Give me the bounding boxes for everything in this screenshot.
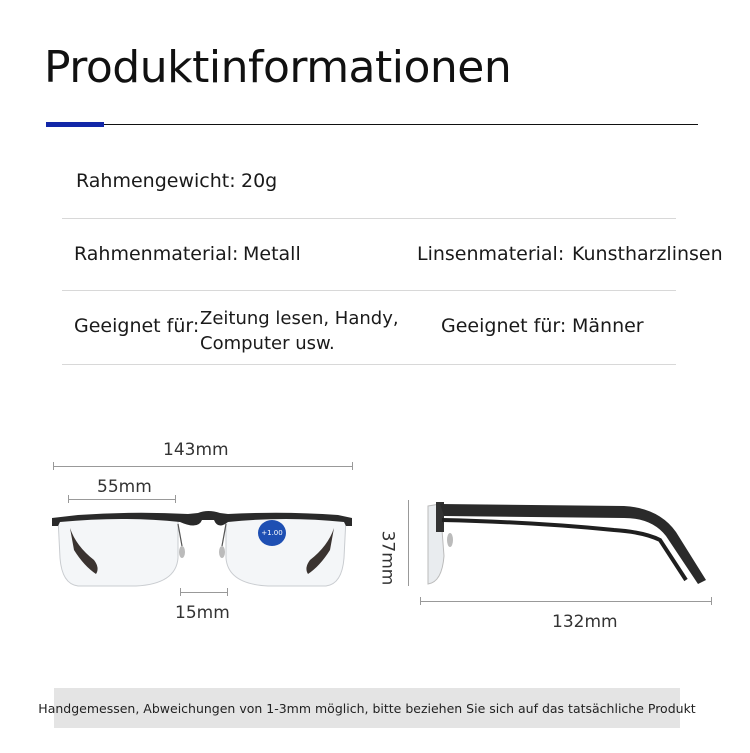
bridge-label: 15mm xyxy=(175,603,230,623)
total-width-label: 143mm xyxy=(163,440,229,460)
lens-height-text: 37mm xyxy=(377,530,398,586)
frame-material-value: Metall xyxy=(243,243,301,265)
dim-tick xyxy=(180,588,181,596)
row-divider xyxy=(62,218,676,219)
title-underline-accent xyxy=(46,122,104,127)
dim-tick xyxy=(68,495,69,503)
suitable-value-2: Männer xyxy=(572,315,644,337)
glasses-front-view xyxy=(48,506,368,586)
suitable-value-1-line1: Zeitung lesen, Handy, xyxy=(200,308,399,329)
suitable-label-2: Geeignet für: xyxy=(441,315,567,337)
weight-label: Rahmengewicht: xyxy=(76,170,236,192)
lens-height-line xyxy=(408,500,409,586)
weight-value: 20g xyxy=(241,170,278,192)
footer-note xyxy=(38,688,696,728)
frame-material-label: Rahmenmaterial: xyxy=(74,243,239,265)
suitable-value-1-line2: Computer usw. xyxy=(200,333,335,354)
lens-badge xyxy=(258,520,286,546)
lens-badge-text: +1.00 xyxy=(261,529,283,537)
suitable-label-1: Geeignet für: xyxy=(74,315,200,337)
dim-tick xyxy=(711,597,712,605)
bridge-line xyxy=(180,592,228,593)
row-divider xyxy=(62,364,676,365)
dim-tick xyxy=(53,462,54,470)
title-underline xyxy=(46,124,698,125)
lens-height-label xyxy=(374,528,404,588)
total-width-line xyxy=(53,466,353,467)
lens-material-label: Linsenmaterial: xyxy=(417,243,565,265)
row-divider xyxy=(62,290,676,291)
temple-length-label: 132mm xyxy=(552,612,618,632)
dim-tick xyxy=(227,588,228,596)
lens-material-value: Kunstharzlinsen xyxy=(572,243,723,265)
dim-tick xyxy=(352,462,353,470)
footer-text: Handgemessen, Abweichungen von 1-3mm möglich, bitte beziehen Sie sich auf das tatsächliche Produkt xyxy=(38,700,696,716)
lens-width-label: 55mm xyxy=(97,477,152,497)
temple-length-line xyxy=(420,601,712,602)
dim-tick xyxy=(175,495,176,503)
page-title: Produktinformationen xyxy=(44,42,512,93)
glasses-side-view xyxy=(414,496,714,586)
lens-width-line xyxy=(68,499,176,500)
dim-tick xyxy=(420,597,421,605)
